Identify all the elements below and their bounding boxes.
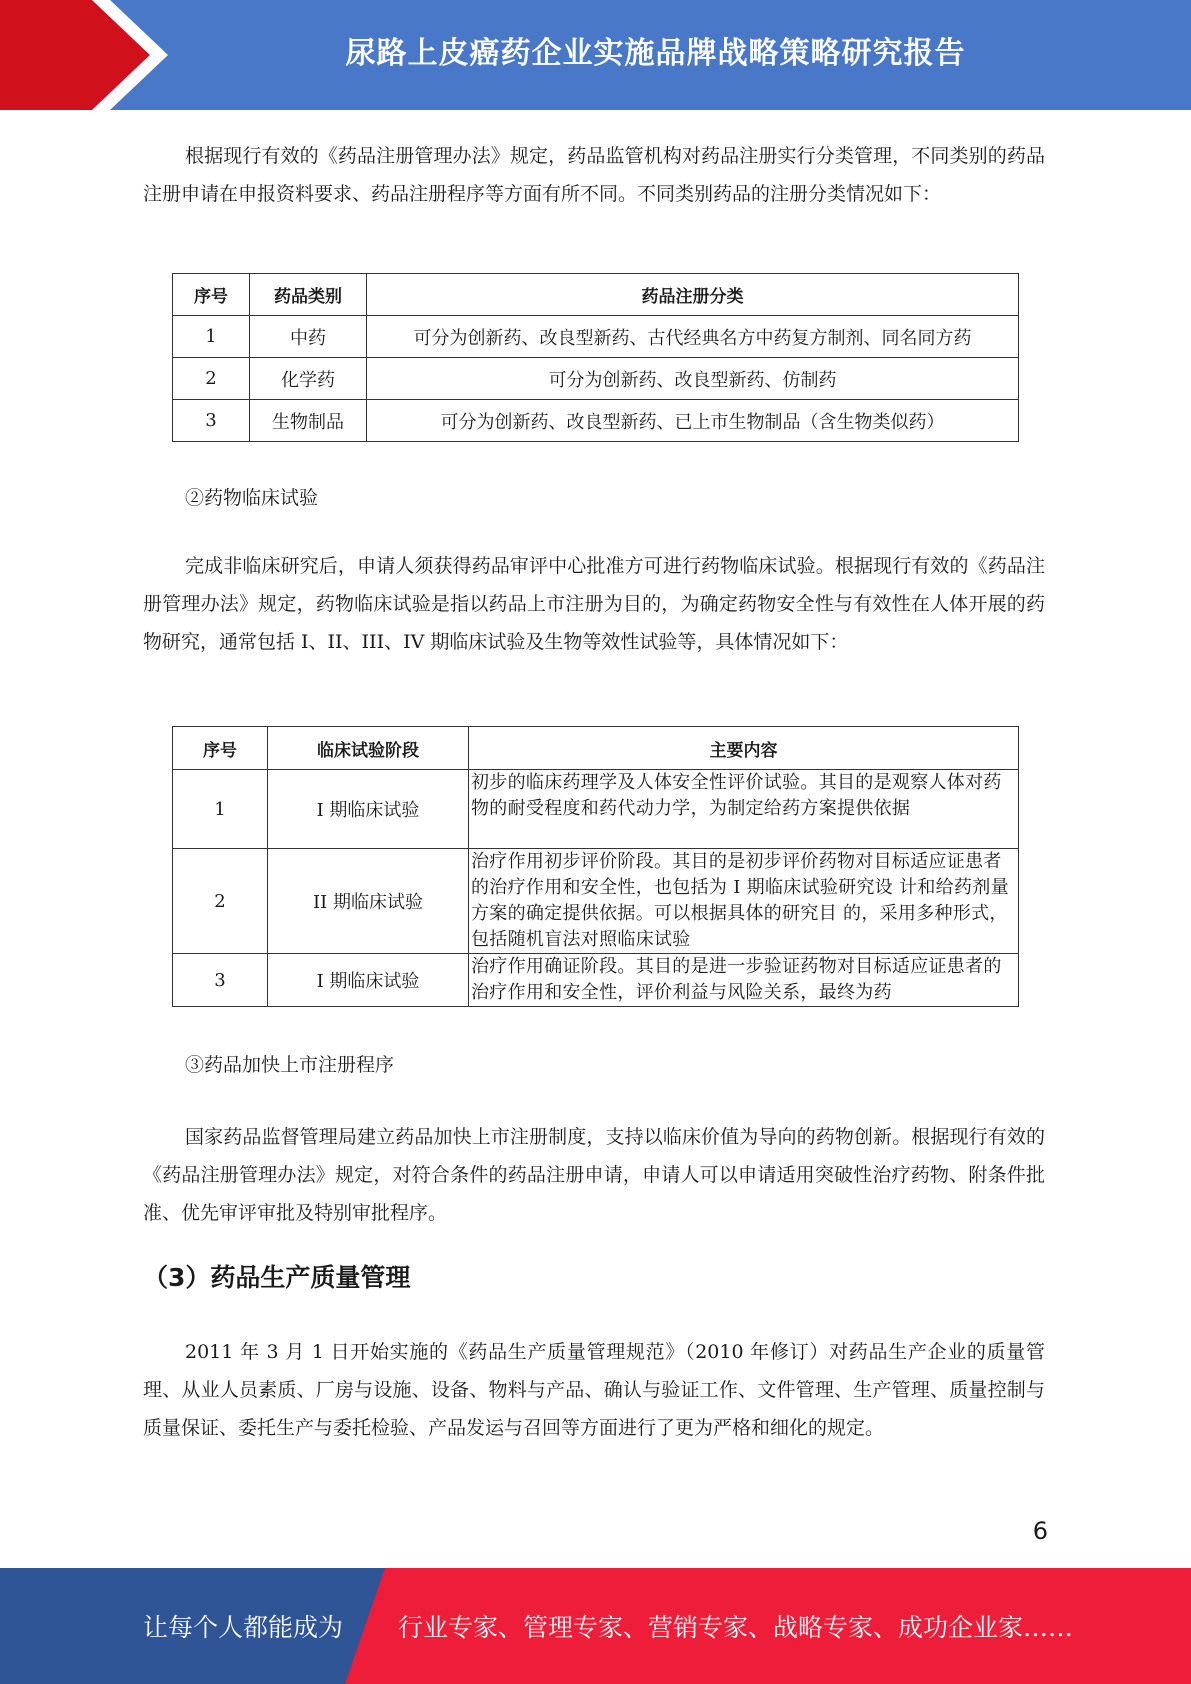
table-row [173, 400, 1019, 442]
table-row [173, 770, 1019, 849]
clinical-trial-phase-table [172, 726, 1019, 1007]
table-header-row [173, 274, 1019, 316]
table-cell: 1 [173, 770, 268, 849]
paragraph-clinical-trials: 完成非临床研究后，申请人须获得药品审评中心批准方可进行药物临床试验。根据现行有效的《药品注册管理办法》规定，药物临床试验是指以药品上市注册为目的，为确定药物安全性与有效性在人体开展的药物研究，通常包括 I、II、III、IV 期临床试验及生物等效性试验等，具体情况如下： [143, 555, 1045, 653]
table-cell: 化学药 [250, 358, 367, 400]
subsection-clinical-trials: ②药物临床试验 [185, 487, 319, 509]
page-footer [0, 1568, 1191, 1684]
table-cell: II 期临床试验 [268, 849, 469, 954]
table-row [173, 358, 1019, 400]
column-header: 临床试验阶段 [268, 727, 469, 770]
paragraph-registration-intro: 根据现行有效的《药品注册管理办法》规定，药品监管机构对药品注册实行分类管理，不同类别的药品注册申请在申报资料要求、药品注册程序等方面有所不同。不同类别药品的注册分类情况如下： [143, 145, 1045, 205]
page-header [0, 0, 1191, 110]
table-cell: 2 [173, 849, 268, 954]
column-header: 序号 [173, 274, 250, 316]
table-cell: 生物制品 [250, 400, 367, 442]
footer-slogan-left: 让每个人都能成为 [143, 1613, 344, 1642]
table-cell: 可分为创新药、改良型新药、已上市生物制品（含生物类似药） [367, 400, 1019, 442]
column-header: 药品类别 [250, 274, 367, 316]
page-number: 6 [1032, 1517, 1048, 1545]
subsection-accelerated-approval: ③药品加快上市注册程序 [185, 1054, 395, 1076]
table-cell: 1 [173, 316, 250, 358]
table-cell: I 期临床试验 [268, 770, 469, 849]
footer-slogan-right: 行业专家、管理专家、营销专家、战略专家、成功企业家…… [398, 1613, 1074, 1642]
table-cell: 可分为创新药、改良型新药、仿制药 [367, 358, 1019, 400]
table-row [173, 849, 1019, 954]
table-row [173, 316, 1019, 358]
table-cell: 2 [173, 358, 250, 400]
column-header: 主要内容 [469, 727, 1019, 770]
paragraph-accelerated-approval: 国家药品监督管理局建立药品加快上市注册制度，支持以临床价值为导向的药物创新。根据现行有效的《药品注册管理办法》规定，对符合条件的药品注册申请，申请人可以申请适用突破性治疗药物、附条件批准、优先审评审批及特别审批程序。 [143, 1126, 1045, 1224]
column-header: 序号 [173, 727, 268, 770]
table-cell: I 期临床试验 [268, 954, 469, 1007]
table-cell: 中药 [250, 316, 367, 358]
table-cell: 3 [173, 400, 250, 442]
table-cell: 3 [173, 954, 268, 1007]
table-cell: 可分为创新药、改良型新药、古代经典名方中药复方制剂、同名同方药 [367, 316, 1019, 358]
table-cell: 治疗作用确证阶段。其目的是进一步验证药物对目标适应证患者的治疗作用和安全性，评价利益与风险关系，最终为药 [469, 954, 1019, 1007]
report-title: 尿路上皮癌药企业实施品牌战略策略研究报告 [345, 36, 966, 71]
registration-category-table [172, 273, 1019, 442]
table-header-row [173, 727, 1019, 770]
table-row [173, 954, 1019, 1007]
table-cell: 初步的临床药理学及人体安全性评价试验。其目的是观察人体对药物的耐受程度和药代动力学，为制定给药方案提供依据 [469, 770, 1019, 849]
column-header: 药品注册分类 [367, 274, 1019, 316]
section-heading-gmp: （3）药品生产质量管理 [143, 1263, 411, 1292]
paragraph-gmp: 2011 年 3 月 1 日开始实施的《药品生产质量管理规范》（2010 年修订）对药品生产企业的质量管理、从业人员素质、厂房与设施、设备、物料与产品、确认与验证工作、文件管理、生产管理、质量控制与质量保证、委托生产与委托检验、产品发运与召回等方面进行了更为严格和细化的规定。 [143, 1341, 1045, 1439]
table-cell: 治疗作用初步评价阶段。其目的是初步评价药物对目标适应证患者的治疗作用和安全性，也包括为 I 期临床试验研究设 计和给药剂量方案的确定提供依据。可以根据具体的研究目 的，采用多种形式，包括随机盲法对照临床试验 [469, 849, 1019, 954]
